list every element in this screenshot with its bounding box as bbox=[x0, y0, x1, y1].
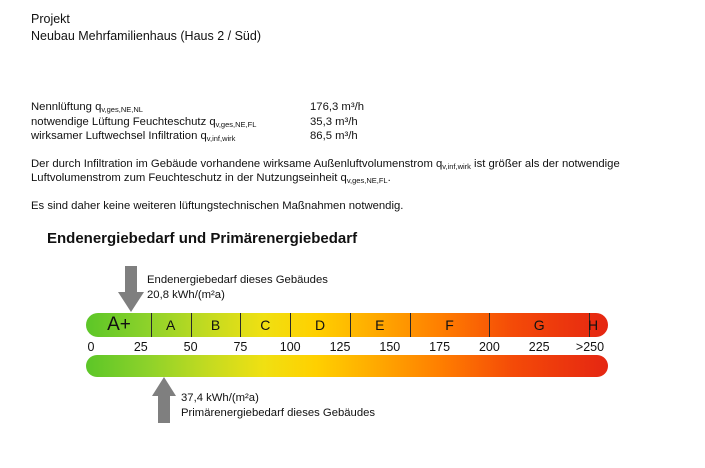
energy-class-label: D bbox=[315, 317, 326, 333]
primary-scale-bar bbox=[86, 355, 608, 377]
class-separator bbox=[290, 313, 291, 337]
class-separator bbox=[240, 313, 241, 337]
energy-class-label: C bbox=[260, 317, 271, 333]
row-infiltration-value: 86,5 m³/h bbox=[310, 130, 358, 142]
scale-tick-label: 225 bbox=[528, 340, 550, 354]
energy-class-label: A bbox=[166, 317, 176, 333]
scale-tick-label: 125 bbox=[329, 340, 351, 354]
row-feuchteschutz-value: 35,3 m³/h bbox=[310, 116, 358, 128]
class-separator bbox=[151, 313, 152, 337]
scale-tick-label: 50 bbox=[183, 340, 198, 354]
project-name: Neubau Mehrfamilienhaus (Haus 2 / Süd) bbox=[31, 29, 261, 43]
project-label: Projekt bbox=[31, 12, 70, 26]
energy-class-label: A+ bbox=[107, 314, 131, 335]
class-separator bbox=[489, 313, 490, 337]
row-nennlueftung-label: Nennlüftung $q_{v,ges,NE,NL}$ bbox=[31, 101, 143, 114]
scale-tick-label: 150 bbox=[379, 340, 401, 354]
scale-tick-label: >250 bbox=[575, 340, 605, 354]
energy-class-label: F bbox=[445, 317, 454, 333]
scale-tick-label: 175 bbox=[429, 340, 451, 354]
scale-tick-label: 0 bbox=[87, 340, 95, 354]
energy-class-label: B bbox=[210, 317, 221, 333]
row-nennlueftung-value: 176,3 m³/h bbox=[310, 101, 365, 113]
class-separator bbox=[191, 313, 192, 337]
energy-title: Endenergiebedarf und Primärenergiebedarf bbox=[47, 230, 358, 247]
paragraph-line-1: Der durch Infiltration im Gebäude vorhandene wirksame Außenluftvolumenstrom $q_{v,inf,wirk}$ ist größer als der notwendige bbox=[31, 158, 620, 171]
primary-energy-label: Primärenergiebedarf dieses Gebäudes bbox=[181, 407, 376, 419]
end-energy-arrow-icon bbox=[118, 266, 144, 312]
row-infiltration-label: wirksamer Luftwechsel Infiltration $q_{v,inf,wirk}$ bbox=[31, 130, 236, 143]
end-energy-label: Endenergiebedarf dieses Gebäudes bbox=[147, 274, 328, 286]
row-feuchteschutz-label: notwendige Lüftung Feuchteschutz $q_{v,ges,NE,FL}$ bbox=[31, 116, 257, 129]
primary-energy-arrow-icon bbox=[152, 377, 176, 423]
scale-tick-label: 25 bbox=[133, 340, 148, 354]
end-energy-value: 20,8 kWh/(m²a) bbox=[147, 289, 225, 301]
scale-tick-label: 100 bbox=[279, 340, 301, 354]
primary-energy-value: 37,4 kWh/(m²a) bbox=[181, 392, 259, 404]
paragraph-line-2: Luftvolumenstrom zum Feuchteschutz in der Nutzungseinheit $q_{v,ges,NE,FL}$. bbox=[31, 172, 391, 185]
energy-class-label: H bbox=[587, 317, 599, 333]
energy-class-label: G bbox=[533, 317, 545, 333]
energy-scale-bar bbox=[86, 313, 608, 337]
class-separator bbox=[350, 313, 351, 337]
energy-class-label: E bbox=[375, 317, 385, 333]
scale-tick-label: 75 bbox=[233, 340, 248, 354]
scale-tick-label: 200 bbox=[478, 340, 500, 354]
paragraph-conclusion: Es sind daher keine weiteren lüftungstechnischen Maßnahmen notwendig. bbox=[31, 200, 404, 212]
class-separator bbox=[410, 313, 411, 337]
